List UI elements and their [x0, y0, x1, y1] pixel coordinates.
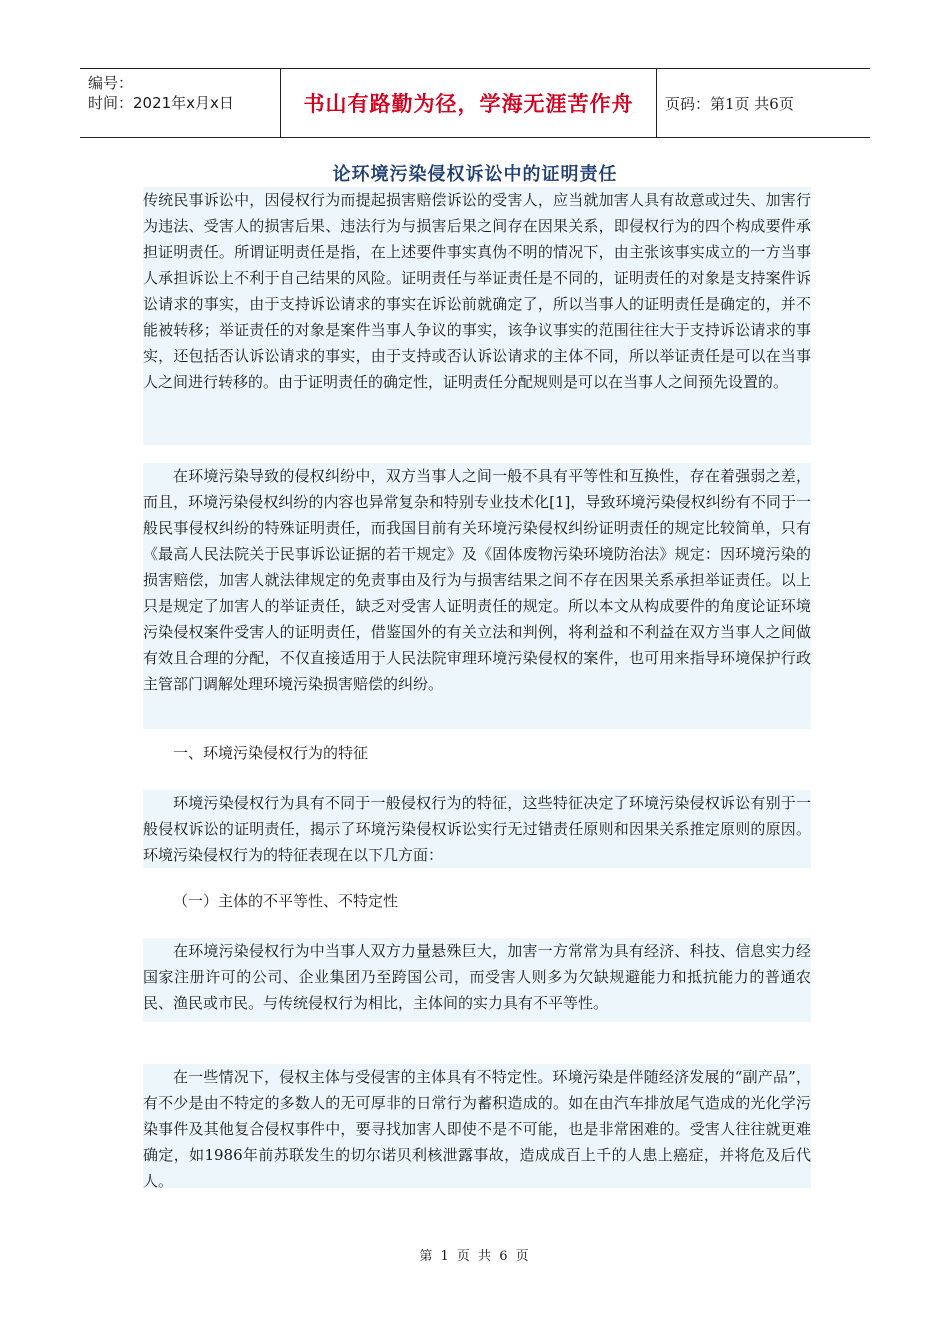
paragraph-5 — [143, 1064, 811, 1188]
header-page-number: 页码：第1页 共6页 — [665, 94, 794, 113]
paragraph-1-text: 传统民事诉讼中，因侵权行为而提起损害赔偿诉讼的受害人，应当就加害人具有故意或过失、加害行为违法、受害人的损害后果、违法行为与损害后果之间存在因果关系，即侵权行为的四个构成要件承担证明责任。所谓证明责任是指，在上述要件事实真伪不明的情况下，由主张该事实成立的一方当事人承担诉讼上不利于自己结果的风险。证明责任与举证责任是不同的，证明责任的对象是支持案件诉讼请求的事实，由于支持诉讼请求的事实在诉讼前就确定了，所以当事人的证明责任是确定的，并不能被转移；举证责任的对象是案件当事人争议的事实，该争议事实的范围往往大于支持诉讼请求的事实，还包括否认诉讼请求的事实，由于支持或否认诉讼请求的主体不同，所以举证责任是可以在当事人之间进行转移的。由于证明责任的确定性，证明责任分配规则是可以在当事人之间预先设置的。 — [143, 191, 811, 391]
page-footer: 第 1 页 共 6 页 — [419, 1249, 531, 1264]
paragraph-1 — [143, 187, 811, 445]
header-motto: 书山有路勤为径，学海无涯苦作舟 — [281, 69, 657, 137]
paragraph-4-text: 在环境污染侵权行为中当事人双方力量悬殊巨大，加害一方常常为具有经济、科技、信息实力经国家注册许可的公司、企业集团乃至跨国公司，而受害人则多为欠缺规避能力和抵抗能力的普通农民、渔民或市民。与传统侵权行为相比，主体间的实力具有不平等性。 — [143, 942, 811, 1012]
paragraph-3 — [143, 790, 811, 868]
document-time: 时间：2021年x月x日 — [88, 94, 234, 112]
paragraph-2 — [143, 463, 811, 729]
document-number: 编号： — [88, 74, 134, 92]
subsection-heading-1: （一）主体的不平等性、不特定性 — [173, 892, 399, 910]
paragraph-4 — [143, 938, 811, 1022]
paragraph-3-text: 环境污染侵权行为具有不同于一般侵权行为的特征，这些特征决定了环境污染侵权诉讼有别于一般侵权诉讼的证明责任，揭示了环境污染侵权诉讼实行无过错责任原则和因果关系推定原则的原因。环境污染侵权行为的特征表现在以下几方面： — [143, 794, 811, 864]
paragraph-5-text: 在一些情况下，侵权主体与受侵害的主体具有不特定性。环境污染是伴随经济发展的“副产品”，有不少是由不特定的多数人的无可厚非的日常行为蓄积造成的。如在由汽车排放尾气造成的光化学污染事件及其他复合侵权事件中，要寻找加害人即使不是不可能，也是非常困难的。受害人往往就更难确定，如1986年前苏联发生的切尔诺贝利核泄露事故，造成成百上千的人患上癌症，并将危及后代人。 — [143, 1068, 811, 1190]
header-table — [80, 68, 870, 138]
header-meta — [80, 69, 281, 137]
section-heading-1: 一、环境污染侵权行为的特征 — [173, 744, 369, 762]
document-title: 论环境污染侵权诉讼中的证明责任 — [332, 164, 618, 185]
paragraph-2-text: 在环境污染导致的侵权纠纷中，双方当事人之间一般不具有平等性和互换性，存在着强弱之差，而且，环境污染侵权纠纷的内容也异常复杂和特别专业技术化[1]，导致环境污染侵权纠纷有不同于一般民事侵权纠纷的特殊证明责任，而我国目前有关环境污染侵权纠纷证明责任的规定比较简单，只有《最高人民法院关于民事诉讼证据的若干规定》及《固体废物污染环境防治法》规定：因环境污染的损害赔偿，加害人就法律规定的免责事由及行为与损害结果之间不存在因果关系承担举证责任。以上只是规定了加害人的举证责任，缺乏对受害人证明责任的规定。所以本文从构成要件的角度论证环境污染侵权案件受害人的证明责任，借鉴国外的有关立法和判例，将利益和不利益在双方当事人之间做有效且合理的分配，不仅直接适用于人民法院审理环境污染侵权的案件，也可用来指导环境保护行政主管部门调解处理环境污染损害赔偿的纠纷。 — [143, 467, 811, 693]
